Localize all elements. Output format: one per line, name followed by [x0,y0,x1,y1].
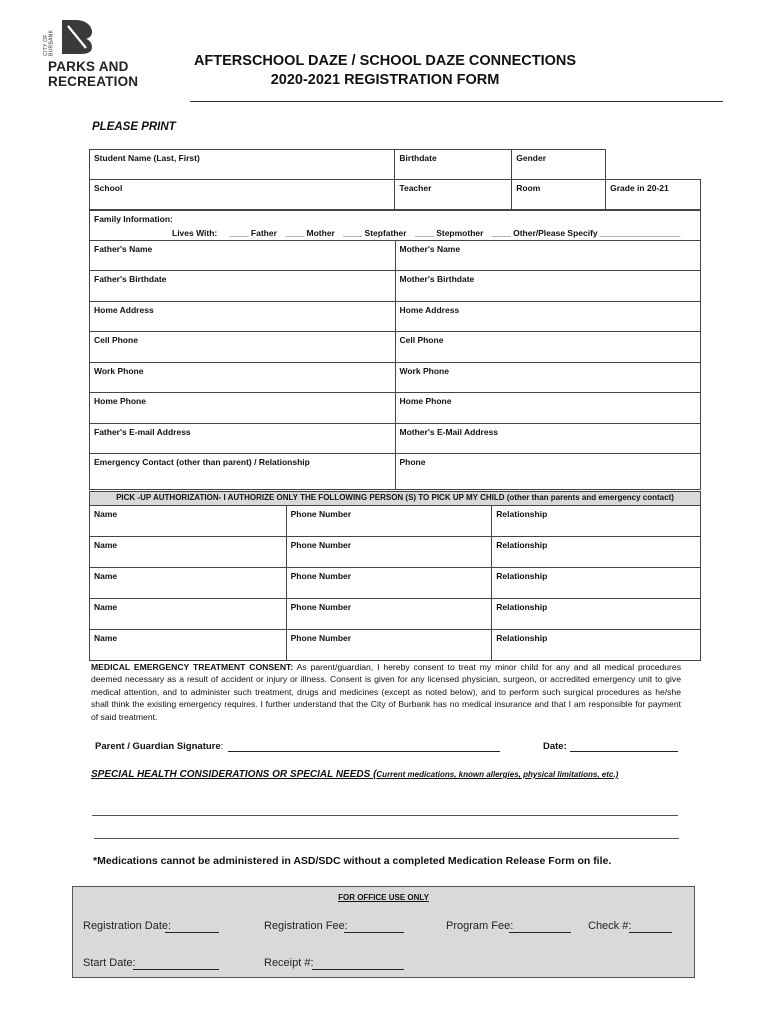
fathers-email-field[interactable]: Father's E-mail Address [90,423,396,454]
check-number-label: Check #: [588,920,632,932]
emergency-phone-field[interactable]: Phone [395,454,701,490]
student-table [89,149,701,210]
start-date-line[interactable] [133,959,219,970]
program-fee-line[interactable] [509,922,571,933]
room-field[interactable]: Room [512,180,606,210]
date-label: Date: [543,741,567,752]
pickup-relationship-field-4[interactable]: Relationship [492,599,701,630]
consent-heading: MEDICAL EMERGENCY TREATMENT CONSENT: [91,662,294,672]
family-info-heading: Family Information: [94,214,173,224]
signature-label: Parent / Guardian Signature [95,741,221,752]
student-name-field[interactable]: Student Name (Last, First) [90,150,395,180]
title-line-1: AFTERSCHOOL DAZE / SCHOOL DAZE CONNECTIONS [193,53,577,69]
special-needs-heading: SPECIAL HEALTH CONSIDERATIONS OR SPECIAL NEEDS (Current medications, known allergies, physical limitations, etc.) [91,769,619,780]
family-info-row [90,211,701,241]
mothers-birthdate-field[interactable]: Mother's Birthdate [395,271,701,302]
pickup-relationship-field-3[interactable]: Relationship [492,568,701,599]
mother-home-phone-field[interactable]: Home Phone [395,393,701,424]
emergency-contact-field[interactable]: Emergency Contact (other than parent) / Relationship [90,454,396,490]
father-cell-phone-field[interactable]: Cell Phone [90,332,396,363]
please-print-label: PLEASE PRINT [92,121,176,133]
pickup-relationship-field-5[interactable]: Relationship [492,630,701,661]
consent-body: As parent/guardian, I hereby consent to treat my minor child for any and all medical procedures deemed necessary as a result of accident or injury or illness. Consent is given for any licensed physician, surgeon, or accredited emergency unit to give medical attention, and to administer such treatment, drugs and medicines (except as noted below), and to perform such surgical procedures as he/she shall think the existing emergency requires. I further understand that the City of Burbank has no medical insurance and that I am responsible for payment of said treatment. [91,662,681,722]
special-needs-line-2[interactable] [94,838,679,839]
lives-with-mother[interactable]: ____ Mother [285,228,335,238]
form-title [150,52,620,90]
header-divider [190,101,723,102]
registration-date-line[interactable] [165,922,219,933]
pickup-name-field-2[interactable]: Name [90,537,287,568]
mothers-email-field[interactable]: Mother's E-Mail Address [395,423,701,454]
pickup-phone-field-5[interactable]: Phone Number [286,630,492,661]
fathers-name-field[interactable]: Father's Name [90,241,396,271]
receipt-number-line[interactable] [312,959,404,970]
logo-city-of-burbank: CITY OF BURBANK [43,29,55,56]
registration-fee-line[interactable] [344,922,404,933]
pickup-phone-field-2[interactable]: Phone Number [286,537,492,568]
medications-note: *Medications cannot be administered in ASD/SDC without a completed Medication Release Form on file. [93,855,612,867]
special-needs-line-1[interactable] [92,815,678,816]
family-table [89,210,701,490]
lives-with-other[interactable]: ____ Other/Please Specify _________________ [491,228,681,238]
signature-line[interactable] [228,741,500,752]
pickup-name-field-5[interactable]: Name [90,630,287,661]
lives-with-stepfather[interactable]: ____ Stepfather [343,228,407,238]
signature-row: Parent / Guardian Signature: [95,741,224,752]
pickup-table [89,491,701,661]
special-needs-note: Current medications, known allergies, physical limitations, etc.) [376,770,619,779]
org-name [48,59,138,89]
lives-with-stepmother[interactable]: ____ Stepmother [414,228,484,238]
pickup-phone-field-3[interactable]: Phone Number [286,568,492,599]
father-work-phone-field[interactable]: Work Phone [90,362,396,393]
pickup-phone-field-4[interactable]: Phone Number [286,599,492,630]
pickup-relationship-field-2[interactable]: Relationship [492,537,701,568]
mothers-name-field[interactable]: Mother's Name [395,241,701,271]
father-home-address-field[interactable]: Home Address [90,301,396,332]
burbank-logo-icon [62,20,92,54]
pickup-name-field-4[interactable]: Name [90,599,287,630]
org-line-2: RECREATION [48,74,139,89]
birthdate-field[interactable]: Birthdate [395,150,512,180]
school-field[interactable]: School [90,180,395,210]
pickup-phone-field-1[interactable]: Phone Number [286,506,492,537]
medical-consent-paragraph [91,661,681,723]
teacher-field[interactable]: Teacher [395,180,512,210]
mother-work-phone-field[interactable]: Work Phone [395,362,701,393]
registration-date-label: Registration Date: [83,920,172,932]
mother-cell-phone-field[interactable]: Cell Phone [395,332,701,363]
father-home-phone-field[interactable]: Home Phone [90,393,396,424]
start-date-label: Start Date: [83,957,136,969]
mother-home-address-field[interactable]: Home Address [395,301,701,332]
lives-with-father[interactable]: ____ Father [229,228,277,238]
pickup-name-field-1[interactable]: Name [90,506,287,537]
receipt-number-label: Receipt #: [264,957,314,969]
title-line-2: 2020-2021 REGISTRATION FORM [270,72,500,88]
check-number-line[interactable] [629,922,672,933]
org-line-1: PARKS AND [48,59,129,74]
registration-fee-label: Registration Fee: [264,920,348,932]
pickup-heading: PICK -UP AUTHORIZATION- I AUTHORIZE ONLY THE FOLLOWING PERSON (S) TO PICK UP MY CHILD (other than parents and emergency contact) [90,492,701,506]
pickup-name-field-3[interactable]: Name [90,568,287,599]
pickup-relationship-field-1[interactable]: Relationship [492,506,701,537]
office-use-title: FOR OFFICE USE ONLY [338,893,429,902]
program-fee-label: Program Fee: [446,920,514,932]
grade-field[interactable]: Grade in 20-21 [606,180,701,210]
lives-with-row: Lives With: ____ Father ____ Mother ____ Stepfather ____ Stepmother ____ Other/Please Specify _________________ [172,228,681,238]
gender-field[interactable]: Gender [512,150,606,180]
signature-date-line[interactable] [570,741,678,752]
fathers-birthdate-field[interactable]: Father's Birthdate [90,271,396,302]
